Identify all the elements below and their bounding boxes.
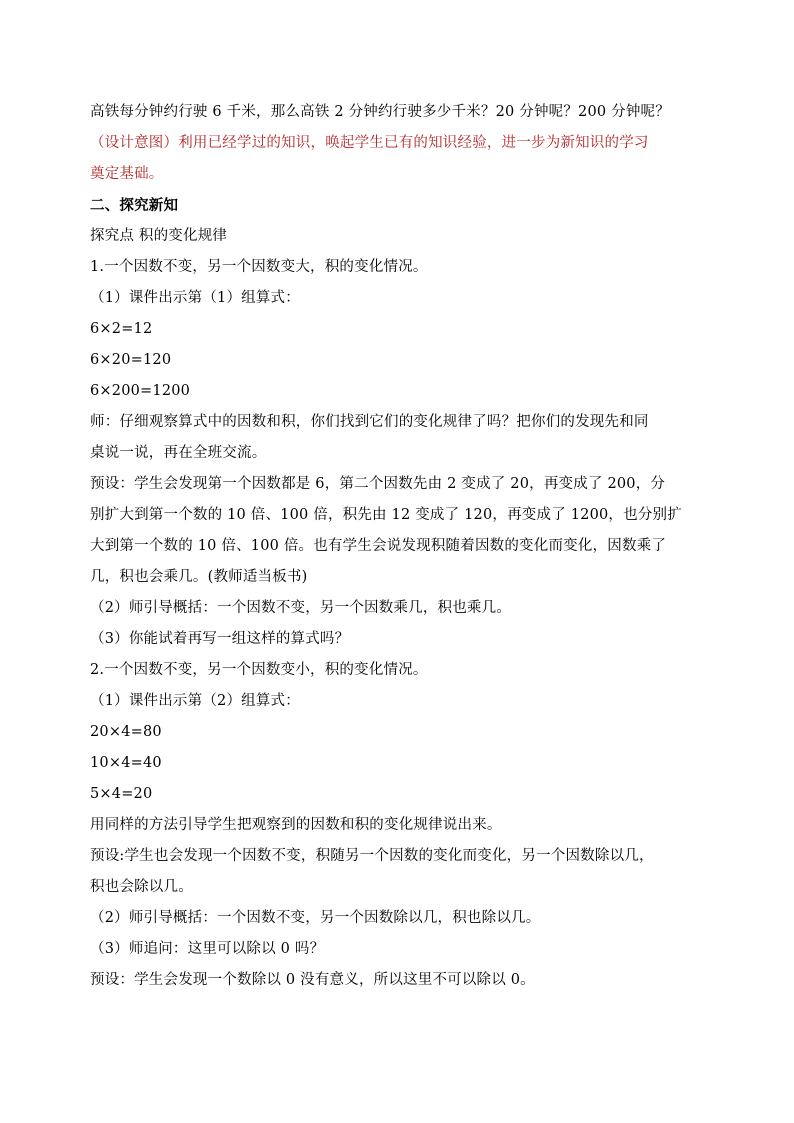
design-intent-text: （设计意图）利用已经学过的知识，唤起学生已有的知识经验，进一步为新知识的学习: [90, 135, 649, 151]
expected-answer: 预设：学生会发现一个数除以 0 没有意义，所以这里不可以除以 0。: [90, 972, 535, 988]
item-1-step-2: （2）师引导概括：一个因数不变，另一个因数乘几，积也乘几。: [90, 600, 512, 616]
problem-text: 高铁每分钟约行驶 6 千米，那么高铁 2 分钟约行驶多少千米？20 分钟呢？200 分钟呢？: [90, 104, 670, 120]
teacher-prompt: 师：仔细观察算式中的因数和积，你们找到它们的变化规律了吗？把你们的发现先和同: [90, 414, 649, 430]
expected-answer-continued: 大到第一个数的 10 倍、100 倍。也有学生会说发现积随着因数的变化而变化，因数乘了: [90, 538, 667, 554]
equation: 6×2=12: [90, 321, 153, 337]
document-body: [90, 97, 702, 996]
item-1-step-3: （3）你能试着再写一组这样的算式吗？: [90, 631, 350, 647]
equation: 6×200=1200: [90, 383, 191, 399]
equation: 20×4=80: [90, 724, 162, 740]
expected-answer: 预设:学生也会发现一个因数不变，积随另一个因数的变化而变化，另一个因数除以几，: [90, 848, 654, 864]
expected-answer: 预设：学生会发现第一个因数都是 6，第二个因数先由 2 变成了 20，再变成了 200，分: [90, 476, 666, 492]
section-heading: 二、探究新知: [90, 197, 179, 214]
equation: 5×4=20: [90, 786, 153, 802]
item-2-step-3: （3）师追问：这里可以除以 0 吗？: [90, 941, 325, 957]
subsection-title: 探究点 积的变化规律: [90, 228, 228, 244]
item-2-step-2: （2）师引导概括：一个因数不变，另一个因数除以几，积也除以几。: [90, 910, 541, 926]
teacher-prompt-continued: 桌说一说，再在全班交流。: [90, 445, 267, 461]
item-2-heading: 2.一个因数不变，另一个因数变小，积的变化情况。: [90, 662, 428, 678]
equation: 6×20=120: [90, 352, 172, 368]
item-1-step-1: （1）课件出示第（1）组算式：: [90, 290, 300, 306]
item-1-heading: 1.一个因数不变，另一个因数变大，积的变化情况。: [90, 259, 428, 275]
item-2-step-1: （1）课件出示第（2）组算式：: [90, 693, 300, 709]
guidance-text: 用同样的方法引导学生把观察到的因数和积的变化规律说出来。: [90, 817, 502, 833]
equation: 10×4=40: [90, 755, 162, 771]
expected-answer-continued: 别扩大到第一个数的 10 倍、100 倍，积先由 12 变成了 120，再变成了 1200，也分别扩: [90, 507, 682, 523]
design-intent-text-continued: 奠定基础。: [90, 166, 164, 182]
expected-answer-continued: 几，积也会乘几。(教师适当板书): [90, 569, 308, 585]
expected-answer-continued: 积也会除以几。: [90, 879, 193, 895]
